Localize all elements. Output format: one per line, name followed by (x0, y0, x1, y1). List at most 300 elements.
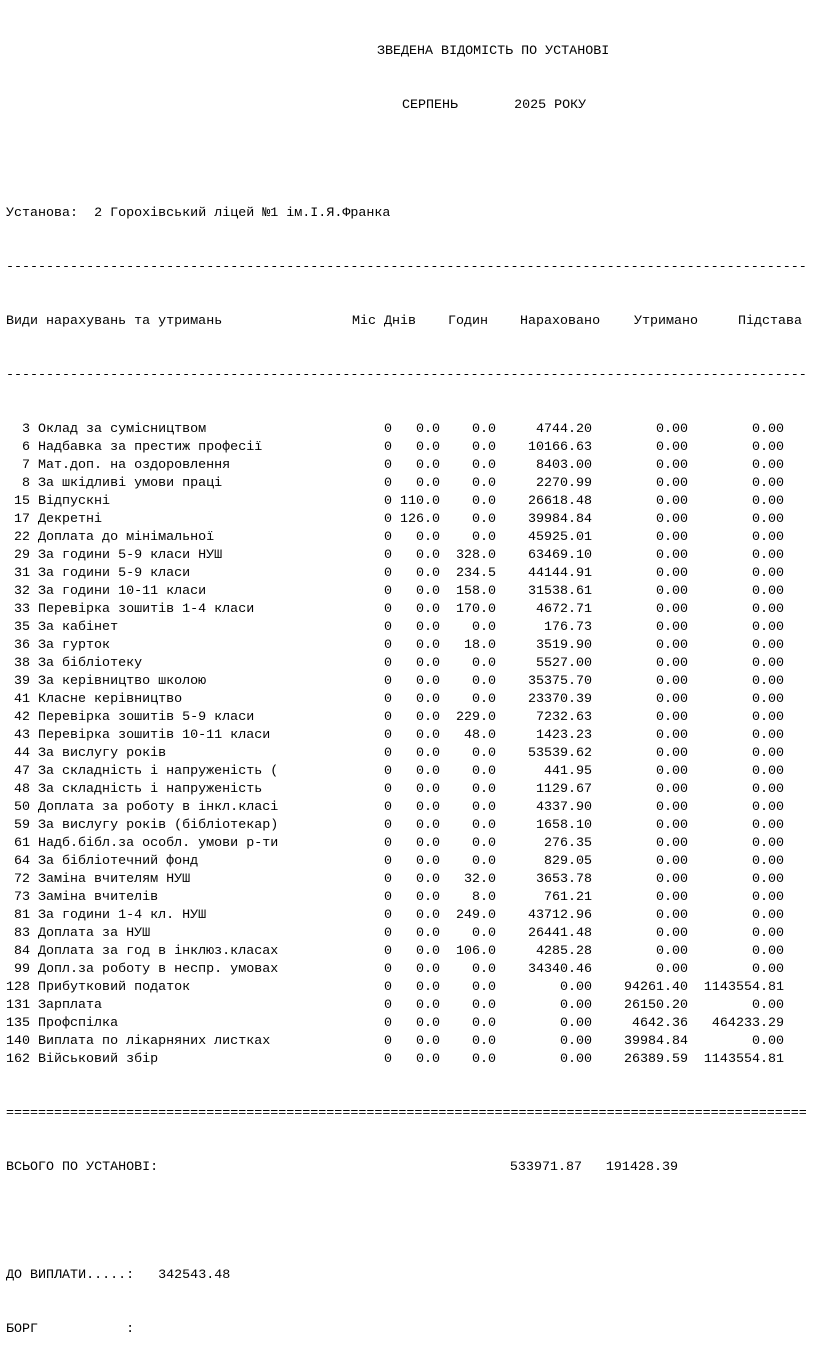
row-utrymano: 0.00 (655, 818, 688, 833)
row-hodyn: 0.0 (471, 926, 496, 941)
row-utrymano: 4642.36 (631, 1016, 688, 1031)
row-pidstava: 0.00 (751, 944, 784, 959)
row-dniv: 0.0 (415, 566, 440, 581)
row-dniv: 0.0 (415, 836, 440, 851)
row-pidstava: 0.00 (751, 926, 784, 941)
row-pidstava: 0.00 (751, 746, 784, 761)
row-pidstava: 0.00 (751, 458, 784, 473)
row-name: За кабінет (38, 620, 119, 635)
table-row (6, 637, 808, 655)
row-mis: 0 (383, 674, 392, 689)
row-hodyn: 0.0 (471, 998, 496, 1013)
row-narakhovano: 4744.20 (535, 422, 592, 437)
row-narakhovano: 23370.39 (527, 692, 592, 707)
row-name: Надб.бібл.за особл. умови р-ти (38, 836, 279, 851)
table-row (6, 745, 808, 763)
row-mis: 0 (383, 620, 392, 635)
report-title: ЗВЕДЕНА ВІДОМІСТЬ ПО УСТАНОВІ (377, 44, 610, 59)
row-hodyn: 0.0 (471, 980, 496, 995)
table-row (6, 655, 808, 673)
row-utrymano: 0.00 (655, 800, 688, 815)
row-pidstava: 0.00 (751, 872, 784, 887)
row-code: 44 (13, 746, 30, 761)
row-narakhovano: 4337.90 (535, 800, 592, 815)
row-pidstava: 0.00 (751, 476, 784, 491)
row-name: Перевірка зошитів 1-4 класи (38, 602, 255, 617)
row-dniv: 0.0 (415, 530, 440, 545)
row-utrymano: 0.00 (655, 584, 688, 599)
row-dniv: 0.0 (415, 782, 440, 797)
institution-line (6, 205, 808, 223)
row-narakhovano: 3519.90 (535, 638, 592, 653)
row-mis: 0 (383, 764, 392, 779)
row-code: 42 (13, 710, 30, 725)
row-pidstava: 0.00 (751, 854, 784, 869)
row-pidstava: 0.00 (751, 656, 784, 671)
row-narakhovano: 761.21 (543, 890, 592, 905)
column-header-pidstava: Підстава (738, 314, 803, 329)
row-name: Відпускні (38, 494, 111, 509)
row-hodyn: 0.0 (471, 494, 496, 509)
row-pidstava: 0.00 (751, 800, 784, 815)
row-mis: 0 (383, 1052, 392, 1067)
table-row (6, 925, 808, 943)
row-name: За години 10-11 класи (38, 584, 207, 599)
row-utrymano: 0.00 (655, 728, 688, 743)
row-utrymano: 0.00 (655, 530, 688, 545)
row-pidstava: 1143554.81 (703, 980, 784, 995)
table-body (6, 421, 808, 1069)
to-pay-label: ДО ВИПЛАТИ.....: (6, 1268, 135, 1283)
row-hodyn: 0.0 (471, 854, 496, 869)
row-utrymano: 94261.40 (623, 980, 688, 995)
row-utrymano: 0.00 (655, 872, 688, 887)
row-dniv: 0.0 (415, 1052, 440, 1067)
column-header-mis: Міс (352, 314, 377, 329)
row-narakhovano: 176.73 (543, 620, 592, 635)
row-pidstava: 0.00 (751, 692, 784, 707)
row-utrymano: 0.00 (655, 782, 688, 797)
row-hodyn: 0.0 (471, 962, 496, 977)
row-hodyn: 0.0 (471, 422, 496, 437)
table-row (6, 763, 808, 781)
row-narakhovano: 35375.70 (527, 674, 592, 689)
row-pidstava: 0.00 (751, 818, 784, 833)
row-utrymano: 26150.20 (623, 998, 688, 1013)
row-pidstava: 464233.29 (711, 1016, 784, 1031)
row-mis: 0 (383, 746, 392, 761)
row-hodyn: 0.0 (471, 782, 496, 797)
row-hodyn: 8.0 (471, 890, 496, 905)
row-hodyn: 234.5 (455, 566, 496, 581)
table-row (6, 565, 808, 583)
row-name: Допл.за роботу в неспр. умовах (38, 962, 279, 977)
row-hodyn: 18.0 (463, 638, 496, 653)
row-code: 31 (13, 566, 30, 581)
row-mis: 0 (383, 962, 392, 977)
row-hodyn: 0.0 (471, 746, 496, 761)
row-dniv: 0.0 (415, 908, 440, 923)
row-pidstava: 0.00 (751, 674, 784, 689)
row-narakhovano: 39984.84 (527, 512, 592, 527)
row-dniv: 0.0 (415, 656, 440, 671)
row-dniv: 0.0 (415, 584, 440, 599)
separator-double: ==================================================================================================== (6, 1106, 807, 1121)
row-pidstava: 0.00 (751, 548, 784, 563)
row-name: За вислугу років (бібліотекар) (38, 818, 279, 833)
totals-row (6, 1159, 808, 1177)
table-row (6, 619, 808, 637)
row-dniv: 0.0 (415, 980, 440, 995)
row-hodyn: 0.0 (471, 530, 496, 545)
row-narakhovano: 53539.62 (527, 746, 592, 761)
row-narakhovano: 0.00 (559, 1052, 592, 1067)
row-code: 140 (6, 1034, 31, 1049)
row-name: Мат.доп. на оздоровлення (38, 458, 231, 473)
table-row (6, 439, 808, 457)
table-row (6, 943, 808, 961)
row-utrymano: 0.00 (655, 908, 688, 923)
row-dniv: 0.0 (415, 1016, 440, 1031)
row-hodyn: 0.0 (471, 512, 496, 527)
row-dniv: 0.0 (415, 818, 440, 833)
row-code: 36 (13, 638, 30, 653)
row-mis: 0 (383, 530, 392, 545)
row-name: Доплата за роботу в інкл.класі (38, 800, 279, 815)
row-narakhovano: 26618.48 (527, 494, 592, 509)
column-header-utrymano: Утримано (634, 314, 699, 329)
row-hodyn: 0.0 (471, 476, 496, 491)
row-dniv: 0.0 (415, 998, 440, 1013)
row-name: Заміна вчителів (38, 890, 159, 905)
column-header-row (6, 313, 808, 331)
row-mis: 0 (383, 998, 392, 1013)
row-name: За складність і напруженість ( (38, 764, 279, 779)
payroll-summary-report (6, 7, 808, 1357)
row-code: 15 (13, 494, 30, 509)
column-header-hodyn: Годин (448, 314, 489, 329)
row-code: 38 (13, 656, 30, 671)
row-mis: 0 (383, 584, 392, 599)
row-hodyn: 328.0 (455, 548, 496, 563)
table-row (6, 691, 808, 709)
row-mis: 0 (383, 980, 392, 995)
row-narakhovano: 2270.99 (535, 476, 592, 491)
row-name: Доплата за год в інклюз.класах (38, 944, 279, 959)
row-mis: 0 (383, 710, 392, 725)
row-utrymano: 0.00 (655, 692, 688, 707)
row-narakhovano: 43712.96 (527, 908, 592, 923)
row-dniv: 0.0 (415, 548, 440, 563)
row-narakhovano: 1423.23 (535, 728, 592, 743)
row-name: Оклад за сумісництвом (38, 422, 207, 437)
row-pidstava: 0.00 (751, 908, 784, 923)
row-hodyn: 0.0 (471, 836, 496, 851)
row-hodyn: 0.0 (471, 656, 496, 671)
table-row (6, 961, 808, 979)
row-dniv: 0.0 (415, 854, 440, 869)
row-utrymano: 0.00 (655, 638, 688, 653)
row-mis: 0 (383, 944, 392, 959)
row-pidstava: 0.00 (751, 530, 784, 545)
row-mis: 0 (383, 656, 392, 671)
table-row (6, 511, 808, 529)
row-utrymano: 0.00 (655, 566, 688, 581)
row-code: 83 (13, 926, 30, 941)
table-row (6, 727, 808, 745)
table-row (6, 475, 808, 493)
table-row (6, 871, 808, 889)
table-row (6, 835, 808, 853)
row-dniv: 0.0 (415, 602, 440, 617)
row-name: За бібліотечний фонд (38, 854, 199, 869)
row-hodyn: 229.0 (455, 710, 496, 725)
row-narakhovano: 7232.63 (535, 710, 592, 725)
row-code: 32 (13, 584, 30, 599)
table-row (6, 1051, 808, 1069)
row-mis: 0 (383, 476, 392, 491)
row-narakhovano: 0.00 (559, 998, 592, 1013)
row-utrymano: 0.00 (655, 854, 688, 869)
row-utrymano: 0.00 (655, 458, 688, 473)
row-utrymano: 0.00 (655, 422, 688, 437)
row-code: 41 (13, 692, 30, 707)
row-hodyn: 32.0 (463, 872, 496, 887)
row-pidstava: 0.00 (751, 602, 784, 617)
table-row (6, 907, 808, 925)
row-pidstava: 0.00 (751, 710, 784, 725)
row-dniv: 0.0 (415, 422, 440, 437)
row-dniv: 0.0 (415, 872, 440, 887)
row-narakhovano: 0.00 (559, 1034, 592, 1049)
row-narakhovano: 26441.48 (527, 926, 592, 941)
row-mis: 0 (383, 548, 392, 563)
row-name: Доплата до мінімальної (38, 530, 215, 545)
table-row (6, 1033, 808, 1051)
row-mis: 0 (383, 1034, 392, 1049)
row-hodyn: 249.0 (455, 908, 496, 923)
row-dniv: 0.0 (415, 638, 440, 653)
table-row (6, 709, 808, 727)
row-mis: 0 (383, 440, 392, 455)
row-mis: 0 (383, 926, 392, 941)
row-narakhovano: 441.95 (543, 764, 592, 779)
row-dniv: 110.0 (399, 494, 440, 509)
row-utrymano: 0.00 (655, 746, 688, 761)
column-header-kind: Види нарахувань та утримань (6, 314, 223, 329)
row-utrymano: 0.00 (655, 944, 688, 959)
row-dniv: 0.0 (415, 944, 440, 959)
row-code: 64 (13, 854, 30, 869)
row-mis: 0 (383, 1016, 392, 1031)
row-hodyn: 0.0 (471, 1052, 496, 1067)
row-dniv: 0.0 (415, 620, 440, 635)
row-mis: 0 (383, 818, 392, 833)
row-mis: 0 (383, 422, 392, 437)
separator-dashed: ---------------------------------------------------------------------------------------------------- (6, 260, 807, 275)
row-name: Зарплата (38, 998, 103, 1013)
row-narakhovano: 34340.46 (527, 962, 592, 977)
row-utrymano: 0.00 (655, 890, 688, 905)
row-code: 84 (13, 944, 30, 959)
row-utrymano: 0.00 (655, 602, 688, 617)
row-code: 48 (13, 782, 30, 797)
row-mis: 0 (383, 890, 392, 905)
table-row (6, 853, 808, 871)
row-hodyn: 106.0 (455, 944, 496, 959)
row-dniv: 0.0 (415, 476, 440, 491)
to-pay-value: 342543.48 (158, 1268, 231, 1283)
row-mis: 0 (383, 836, 392, 851)
to-pay-line (6, 1267, 808, 1285)
row-hodyn: 0.0 (471, 800, 496, 815)
row-pidstava: 0.00 (751, 998, 784, 1013)
row-narakhovano: 276.35 (543, 836, 592, 851)
row-mis: 0 (383, 800, 392, 815)
row-code: 72 (13, 872, 30, 887)
row-hodyn: 0.0 (471, 1016, 496, 1031)
debt-line (6, 1321, 808, 1339)
row-dniv: 0.0 (415, 1034, 440, 1049)
table-row (6, 421, 808, 439)
row-utrymano: 0.00 (655, 926, 688, 941)
row-narakhovano: 44144.91 (527, 566, 592, 581)
row-pidstava: 0.00 (751, 494, 784, 509)
row-hodyn: 0.0 (471, 764, 496, 779)
row-narakhovano: 4672.71 (535, 602, 592, 617)
row-pidstava: 0.00 (751, 782, 784, 797)
totals-narakhovano: 533971.87 (509, 1160, 582, 1175)
row-code: 61 (13, 836, 30, 851)
column-header-narakhovano: Нараховано (520, 314, 601, 329)
row-mis: 0 (383, 854, 392, 869)
row-hodyn: 48.0 (463, 728, 496, 743)
table-row (6, 781, 808, 799)
separator-dashed: ---------------------------------------------------------------------------------------------------- (6, 368, 807, 383)
row-name: Заміна вчителям НУШ (38, 872, 191, 887)
table-row (6, 457, 808, 475)
row-code: 7 (21, 458, 30, 473)
row-code: 50 (13, 800, 30, 815)
table-row (6, 493, 808, 511)
table-row (6, 817, 808, 835)
table-row (6, 583, 808, 601)
row-pidstava: 0.00 (751, 890, 784, 905)
table-row (6, 547, 808, 565)
row-hodyn: 158.0 (455, 584, 496, 599)
row-narakhovano: 1129.67 (535, 782, 592, 797)
row-pidstava: 0.00 (751, 584, 784, 599)
row-narakhovano: 63469.10 (527, 548, 592, 563)
row-pidstava: 0.00 (751, 620, 784, 635)
row-mis: 0 (383, 728, 392, 743)
report-period (6, 97, 808, 115)
row-code: 22 (13, 530, 30, 545)
row-code: 35 (13, 620, 30, 635)
row-name: За складність і напруженість (38, 782, 263, 797)
row-code: 39 (13, 674, 30, 689)
table-row (6, 601, 808, 619)
row-mis: 0 (383, 566, 392, 581)
row-hodyn: 0.0 (471, 458, 496, 473)
row-narakhovano: 4285.28 (535, 944, 592, 959)
row-narakhovano: 3653.78 (535, 872, 592, 887)
row-narakhovano: 1658.10 (535, 818, 592, 833)
row-utrymano: 39984.84 (623, 1034, 688, 1049)
row-code: 73 (13, 890, 30, 905)
institution-label: Установа: (6, 206, 79, 221)
row-narakhovano: 45925.01 (527, 530, 592, 545)
row-mis: 0 (383, 494, 392, 509)
row-code: 81 (13, 908, 30, 923)
row-code: 162 (6, 1052, 31, 1067)
row-pidstava: 0.00 (751, 836, 784, 851)
row-dniv: 0.0 (415, 926, 440, 941)
table-row (6, 799, 808, 817)
row-hodyn: 0.0 (471, 674, 496, 689)
row-code: 8 (21, 476, 30, 491)
row-utrymano: 0.00 (655, 548, 688, 563)
table-row (6, 997, 808, 1015)
row-dniv: 0.0 (415, 764, 440, 779)
row-name: За вислугу років (38, 746, 167, 761)
row-code: 3 (21, 422, 30, 437)
row-narakhovano: 5527.00 (535, 656, 592, 671)
column-header-dniv: Днів (384, 314, 417, 329)
row-utrymano: 0.00 (655, 620, 688, 635)
row-mis: 0 (383, 908, 392, 923)
row-dniv: 0.0 (415, 962, 440, 977)
row-name: За години 5-9 класи НУШ (38, 548, 223, 563)
row-code: 59 (13, 818, 30, 833)
row-pidstava: 0.00 (751, 1034, 784, 1049)
row-mis: 0 (383, 782, 392, 797)
row-pidstava: 0.00 (751, 764, 784, 779)
row-narakhovano: 31538.61 (527, 584, 592, 599)
report-month: СЕРПЕНЬ (402, 98, 459, 113)
row-name: Перевірка зошитів 5-9 класи (38, 710, 255, 725)
row-utrymano: 26389.59 (623, 1052, 688, 1067)
row-mis: 0 (383, 458, 392, 473)
row-name: Декретні (38, 512, 103, 527)
row-name: Військовий збір (38, 1052, 159, 1067)
row-utrymano: 0.00 (655, 476, 688, 491)
totals-utrymano: 191428.39 (605, 1160, 678, 1175)
table-row (6, 529, 808, 547)
row-utrymano: 0.00 (655, 494, 688, 509)
row-dniv: 0.0 (415, 890, 440, 905)
row-hodyn: 170.0 (455, 602, 496, 617)
row-name: Прибутковий податок (38, 980, 191, 995)
row-name: Перевірка зошитів 10-11 класи (38, 728, 271, 743)
row-pidstava: 0.00 (751, 422, 784, 437)
row-dniv: 126.0 (399, 512, 440, 527)
row-code: 131 (6, 998, 31, 1013)
row-utrymano: 0.00 (655, 674, 688, 689)
row-dniv: 0.0 (415, 746, 440, 761)
table-row (6, 889, 808, 907)
row-dniv: 0.0 (415, 728, 440, 743)
row-dniv: 0.0 (415, 692, 440, 707)
row-pidstava: 0.00 (751, 566, 784, 581)
totals-label: ВСЬОГО ПО УСТАНОВІ: (6, 1160, 159, 1175)
row-hodyn: 0.0 (471, 692, 496, 707)
row-code: 47 (13, 764, 30, 779)
row-narakhovano: 0.00 (559, 980, 592, 995)
row-code: 128 (6, 980, 31, 995)
row-pidstava: 0.00 (751, 512, 784, 527)
row-hodyn: 0.0 (471, 440, 496, 455)
